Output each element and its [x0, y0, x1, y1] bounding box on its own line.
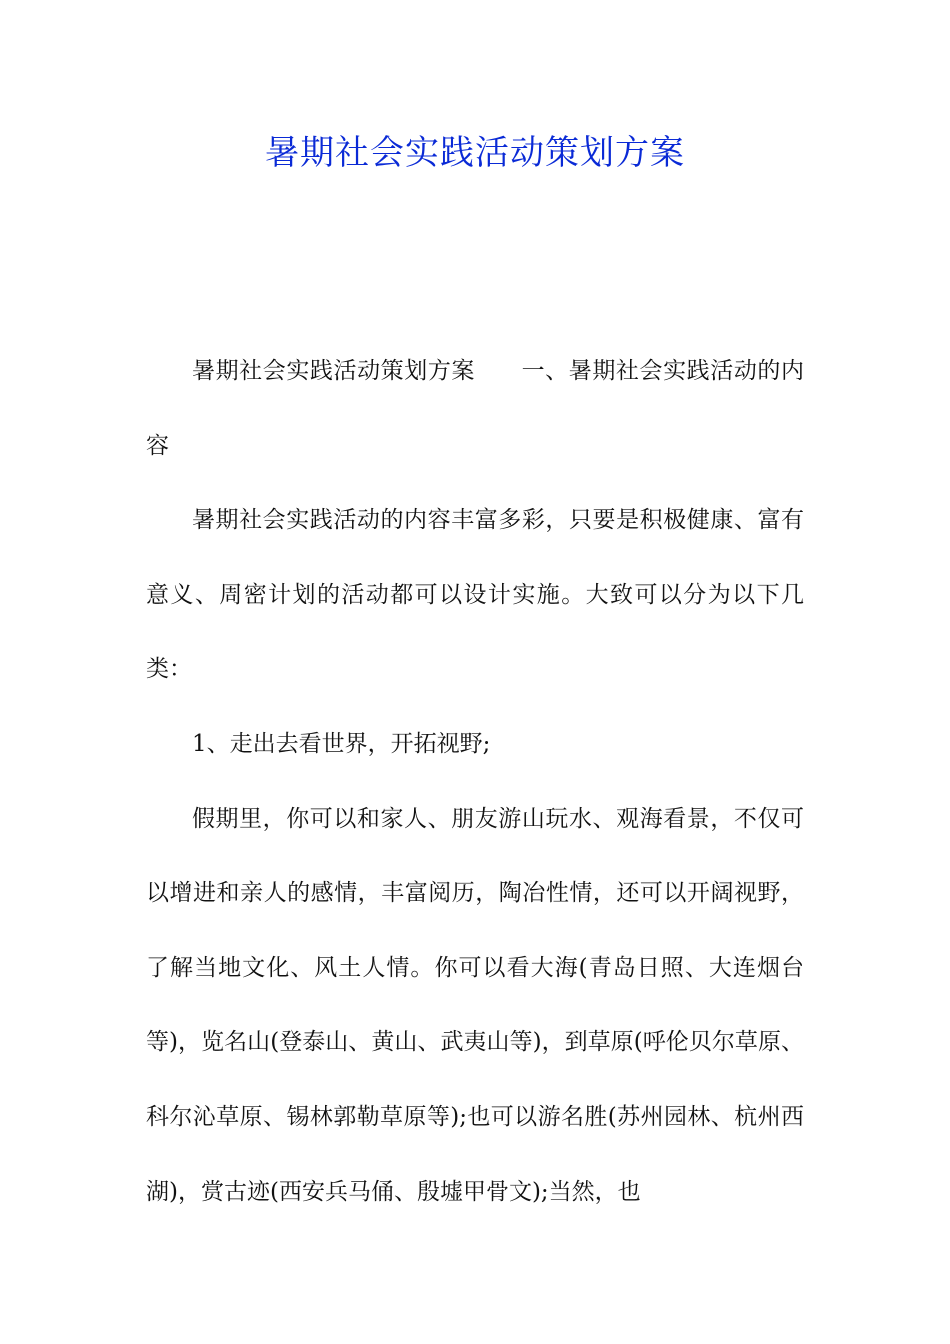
- page-title: 暑期社会实践活动策划方案: [265, 133, 685, 173]
- intro-paragraph: [146, 334, 804, 483]
- document-body: [146, 334, 804, 1229]
- intro-heading: 一、暑期社会实践活动的内容: [146, 358, 805, 459]
- paragraph-overview: 暑期社会实践活动的内容丰富多彩，只要是积极健康、富有意义、周密计划的活动都可以设计实施。大致可以分为以下几类：: [146, 507, 804, 683]
- paragraph-travel: 假期里，你可以和家人、朋友游山玩水、观海看景，不仅可以增进和亲人的感情，丰富阅历，陶冶性情，还可以开阔视野，了解当地文化、风土人情。你可以看大海(青岛日照、大连烟台等)，览名山(登泰山、黄山、武夷山等)，到草原(呼伦贝尔草原、科尔沁草原、锡林郭勒草原等);也可以游名胜(苏州园林、杭州西湖)，赏古迹(西安兵马俑、殷墟甲骨文);当然，也: [146, 805, 804, 1205]
- intro-title: 暑期社会实践活动策划方案: [192, 358, 475, 384]
- paragraph-item-1: 1、走出去看世界，开拓视野;: [192, 730, 491, 757]
